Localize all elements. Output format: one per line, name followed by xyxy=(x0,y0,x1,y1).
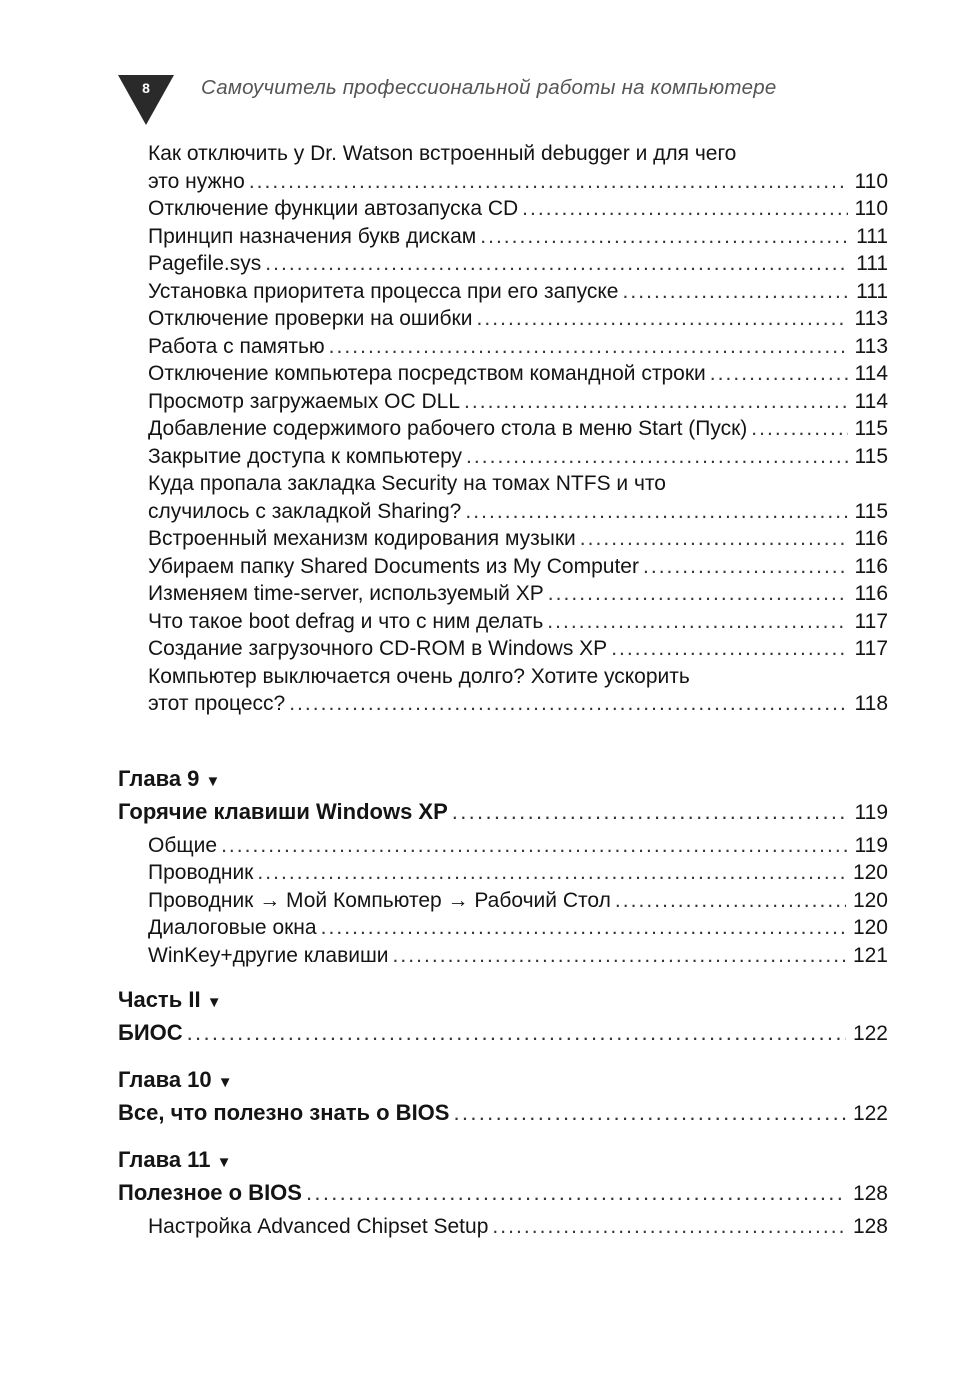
page-ref: 111 xyxy=(856,224,888,248)
dot-leader xyxy=(611,635,847,663)
dot-leader xyxy=(710,360,848,388)
chapter-9-label: Глава 9 ▼ xyxy=(118,765,221,791)
toc-entry[interactable]: Убираем папку Shared Documents из My Computer . . . 116 xyxy=(118,553,888,581)
dot-leader xyxy=(221,832,847,860)
toc-entry[interactable]: Закрытие доступа к компьютеру . . . 115 xyxy=(118,443,888,471)
page-ref: 110 xyxy=(854,169,888,193)
page-ref: 113 xyxy=(854,307,888,330)
dot-leader xyxy=(265,250,849,278)
part-2-title[interactable]: БИОС . . . 122 xyxy=(118,1018,888,1049)
dot-leader xyxy=(393,942,846,970)
dot-leader xyxy=(547,608,847,636)
toc-entry[interactable]: Отключение компьютера посредством командной строки . . . 114 xyxy=(118,360,888,388)
page-ref: 117 xyxy=(854,609,888,633)
toc-entry[interactable]: Pagefile.sys . . . 111 xyxy=(118,250,888,278)
toc-entry[interactable]: Добавление содержимого рабочего стола в меню Start (Пуск) . . . 115 xyxy=(118,415,888,443)
page-ref: 111 xyxy=(856,252,888,275)
page-ref: 116 xyxy=(854,582,888,605)
dot-leader xyxy=(476,305,847,333)
dot-leader xyxy=(643,553,848,581)
toc-entry[interactable]: Встроенный механизм кодирования музыки . . . 116 xyxy=(118,525,888,553)
page-number: 8 xyxy=(142,80,150,96)
dot-leader xyxy=(548,580,848,608)
page-ref: 116 xyxy=(854,554,888,578)
page-ref: 114 xyxy=(854,389,888,413)
dot-leader xyxy=(453,1098,845,1128)
dot-leader xyxy=(580,525,848,553)
toc-entry[interactable]: Установка приоритета процесса при его запуске . . . 111 xyxy=(118,278,888,306)
page-ref: 111 xyxy=(856,279,888,303)
dot-leader xyxy=(452,797,848,827)
page-ref: 118 xyxy=(854,692,888,715)
page-ref: 110 xyxy=(854,197,888,220)
triangle-down-icon: ▼ xyxy=(216,1154,232,1171)
page-ref: 119 xyxy=(854,833,888,857)
dot-leader xyxy=(492,1213,846,1241)
dot-leader xyxy=(249,168,848,196)
toc-entry-continuation: Как отключить у Dr. Watson встроенный debugger и для чего xyxy=(148,142,737,165)
page-ref: 117 xyxy=(854,637,888,660)
toc-entry[interactable]: Принцип назначения букв дискам . . . 111 xyxy=(118,223,888,251)
page-ref: 113 xyxy=(854,334,888,358)
page-ref: 122 xyxy=(852,1022,888,1045)
toc-entry[interactable]: Общие . . . 119 xyxy=(118,832,888,860)
toc-entry[interactable]: Проводник . . . 120 xyxy=(118,859,888,887)
toc-entry[interactable]: случилось с закладкой Sharing? . . . 115 xyxy=(118,498,888,526)
toc-entry[interactable]: Отключение проверки на ошибки . . . 113 xyxy=(118,305,888,333)
dot-leader xyxy=(321,914,846,942)
page-ref: 128 xyxy=(852,1182,888,1205)
page-ref: 115 xyxy=(854,444,888,468)
dot-leader xyxy=(623,278,850,306)
toc-entry[interactable]: Настройка Advanced Chipset Setup . . . 128 xyxy=(118,1213,888,1241)
page-ref: 115 xyxy=(854,499,888,523)
toc-entry[interactable]: Работа с памятью . . . 113 xyxy=(118,333,888,361)
page-ref: 120 xyxy=(852,916,888,939)
dot-leader xyxy=(480,223,849,251)
dot-leader xyxy=(466,443,847,471)
toc-entry[interactable]: Просмотр загружаемых ОС DLL . . . 114 xyxy=(118,388,888,416)
dot-leader xyxy=(464,388,847,416)
dot-leader xyxy=(615,887,846,915)
triangle-down-icon: ▼ xyxy=(205,772,221,790)
dot-leader xyxy=(306,1178,846,1208)
table-of-contents xyxy=(118,140,888,1241)
toc-entry-continuation: Компьютер выключается очень долго? Хотите ускорить xyxy=(148,664,690,688)
page-ref: 122 xyxy=(852,1102,888,1125)
toc-entry[interactable]: Проводник → Мой Компьютер → Рабочий Стол . . . 120 xyxy=(118,887,888,915)
triangle-down-icon: ▼ xyxy=(217,1074,233,1091)
page-ref: 121 xyxy=(852,943,888,967)
dot-leader xyxy=(751,415,847,443)
toc-entry[interactable]: этот процесс? . . . 118 xyxy=(118,690,888,718)
page-ref: 120 xyxy=(852,861,888,884)
page-ref: 116 xyxy=(854,527,888,550)
page-ref: 115 xyxy=(854,417,888,440)
toc-entry[interactable]: WinKey+другие клавиши . . . 121 xyxy=(118,942,888,970)
dot-leader xyxy=(329,333,848,361)
chapter-10-title[interactable]: Все, что полезно знать о BIOS . . . 122 xyxy=(118,1098,888,1129)
chapter-9-title[interactable]: Горячие клавиши Windows XP . . . 119 xyxy=(118,797,888,828)
part-2-label: Часть II ▼ xyxy=(118,987,222,1012)
page-ref: 128 xyxy=(852,1215,888,1238)
toc-entry-continuation: Куда пропала закладка Security на томах NTFS и что xyxy=(148,472,666,495)
dot-leader xyxy=(289,690,847,718)
running-title: Самоучитель профессиональной работы на компьютере xyxy=(201,76,777,99)
chapter-11-label: Глава 11 ▼ xyxy=(118,1147,232,1172)
dot-leader xyxy=(465,498,847,526)
toc-entry[interactable]: это нужно . . . 110 xyxy=(118,168,888,196)
triangle-down-icon: ▼ xyxy=(206,994,222,1011)
toc-entry[interactable]: Отключение функции автозапуска CD . . . 110 xyxy=(118,195,888,223)
dot-leader xyxy=(522,195,847,223)
dot-leader xyxy=(257,859,846,887)
dot-leader xyxy=(187,1018,846,1048)
toc-entry[interactable]: Изменяем time-server, используемый XP . . . 116 xyxy=(118,580,888,608)
toc-entry[interactable]: Что такое boot defrag и что с ним делать . . . 117 xyxy=(118,608,888,636)
chapter-10-label: Глава 10 ▼ xyxy=(118,1067,233,1092)
page-ref: 119 xyxy=(854,800,888,824)
toc-entry[interactable]: Диалоговые окна . . . 120 xyxy=(118,914,888,942)
page-ref: 114 xyxy=(854,362,888,385)
toc-entry[interactable]: Создание загрузочного CD-ROM в Windows XP . . . 117 xyxy=(118,635,888,663)
page-ref: 120 xyxy=(852,888,888,912)
chapter-11-title[interactable]: Полезное о BIOS . . . 128 xyxy=(118,1178,888,1209)
